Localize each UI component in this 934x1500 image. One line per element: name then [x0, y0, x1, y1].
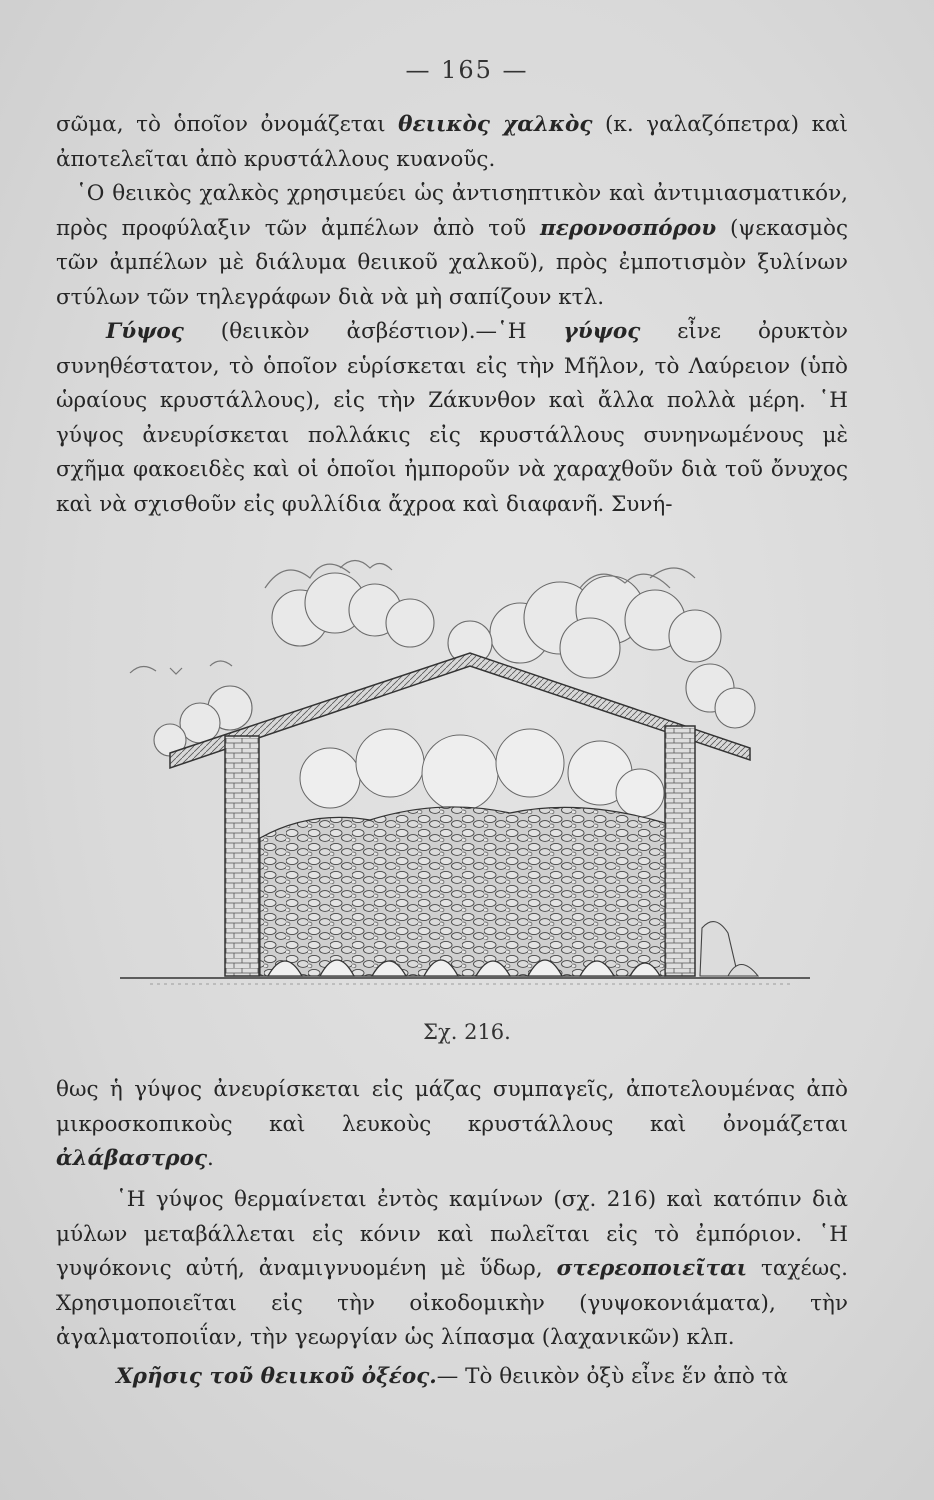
- text: σῶμα, τὸ ὁποῖον ὀνομάζεται: [56, 112, 399, 137]
- term-copper-sulfate: θειικὸς χαλκὸς: [398, 112, 593, 137]
- kiln-left-wall: [225, 736, 259, 976]
- term-gypsum: γύψος: [563, 319, 641, 344]
- text: (θειικὸν ἀσβέστιον).—῾Η: [183, 319, 564, 344]
- term-alabaster: ἀλάβαστρος: [56, 1146, 208, 1171]
- text: ῾Η γύψος θερμαίνεται ἐντὸς καμίνων (σχ. 216) καὶ κατόπιν διὰ μύλων μεταβάλλεται εἰς κόνιν καὶ πωλεῖται εἰς τὸ ἐμπόριον. ῾Η γυψόκονις αὐτή, ἀναμιγνυομένη μὲ ὕδωρ,: [56, 1187, 848, 1281]
- heading-sulfuric-acid-uses: Χρῆσις τοῦ θειικοῦ ὀξέος.: [116, 1364, 437, 1389]
- rocks: [700, 922, 758, 976]
- paragraph-sulfuric-acid: [56, 1360, 848, 1395]
- kiln-right-wall: [665, 726, 695, 976]
- paragraph-copper-uses: [56, 177, 848, 315]
- text: θως ἡ γύψος ἀνευρίσκεται εἰς μάζας συμπαγεῖς, ἀποτελουμένας ἀπὸ μικροσκοπικοὺς καὶ λευκοὺς κρυστάλλους καὶ ὀνομάζεται: [56, 1077, 848, 1137]
- text: — Τὸ θειικὸν ὀξὺ εἶνε ἕν ἀπὸ τὰ: [436, 1364, 789, 1389]
- gypsum-stone-pile: [260, 807, 665, 976]
- text: εἶνε ὀρυκτὸν συνηθέστατον, τὸ ὁποῖον εὑρίσκεται εἰς τὴν Μῆλον, τὸ Λαύρειον (ὑπὸ ὡραίους κρυστάλλους), εἰς τὴν Ζάκυνθον καὶ ἄλλα πολλὰ μέρη. ῾Η γύψος ἀνευρίσκεται πολλάκις εἰς κρυστάλλους συνηνωμένους μὲ σχῆμα φακοειδὲς καὶ οἱ ὁποῖοι ἠμποροῦν νὰ χαραχθοῦν διὰ τοῦ ὄνυχος καὶ νὰ σχισθοῦν εἰς φυλλίδια ἄχροα καὶ διαφανῆ. Συνή-: [56, 319, 848, 517]
- term-solidifies: στερεοποιεῖται: [556, 1256, 748, 1281]
- text: ῾Ο θειικὸς χαλκὸς χρησιμεύει ὡς ἀντισηπτικὸν καὶ ἀντιμιασματικόν, πρὸς προφύλαξιν τῶν ἀμπέλων ἀπὸ τοῦ: [56, 181, 848, 241]
- kiln-illustration: [110, 548, 830, 1008]
- text: ταχέως. Χρησιμοποιεῖται εἰς τὴν οἰκοδομικὴν (γυψοκονιάματα), τὴν ἀγαλματοποιΐαν, τὴν γεωργίαν ὡς λίπασμα (λαχανικῶν) κλπ.: [56, 1256, 848, 1350]
- term-peronospora: περονοσπόρου: [540, 215, 717, 241]
- paragraph-gypsum-processing: [56, 1183, 848, 1356]
- heading-gypsum: Γύψος: [106, 319, 184, 344]
- paragraph-copper-sulfate: [56, 108, 848, 177]
- text: (κ. γαλαζόπετρα) καὶ ἀποτελεῖται ἀπὸ κρυστάλλους κυανοῦς.: [56, 112, 848, 172]
- paragraph-alabaster: [56, 1073, 848, 1177]
- paragraph-gypsum: [56, 315, 848, 522]
- text: (ψεκασμὸς τῶν ἀμπέλων μὲ διάλυμα θειικοῦ χαλκοῦ), πρὸς ἐμποτισμὸν ξυλίνων στύλων τῶν τηλεγράφων διὰ νὰ μὴ σαπίζουν κτλ.: [56, 215, 849, 310]
- figure-caption: Σχ. 216.: [423, 1020, 511, 1044]
- interior-smoke: [300, 729, 664, 817]
- text: .: [207, 1146, 214, 1171]
- page-number: — 165 —: [405, 56, 529, 84]
